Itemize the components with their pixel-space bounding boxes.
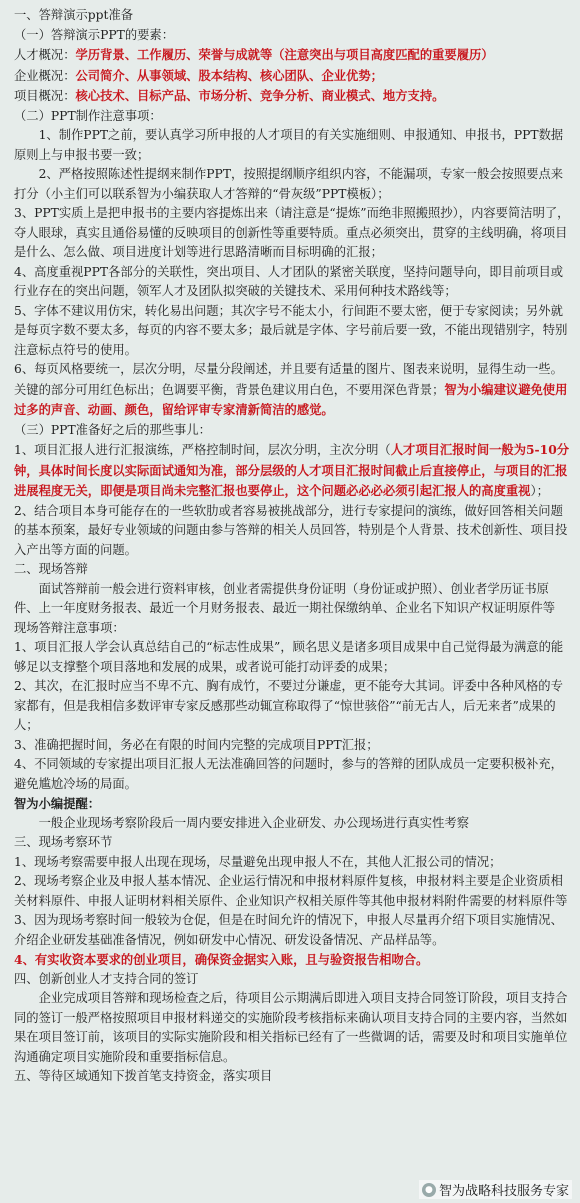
section-2-title: 二、现场答辩 (14, 562, 88, 576)
section-3-title: 三、现场考察环节 (14, 835, 113, 849)
section-2-intro: 面试答辩前一般会进行资料审核，创业者需提供身份证明（身份证或护照）、创业者学历证书原件、上一年度财务报表、最近一个月财务报表、最近一期社保缴纳单、企业名下知识产权证明原件等 (14, 581, 556, 615)
section-1-3-title: （三）PPT准备好之后的那些事儿： (14, 422, 211, 437)
wechat-icon: ● (422, 1183, 436, 1197)
talent-overview: 人才概况：学历背景、工作履历、荣誉与成就等（注意突出与项目高度匹配的重要履历） (14, 47, 494, 62)
ppt-note-4: 4、高度重视PPT各部分的关联性，突出项目、人才团队的紧密关联度，坚持问题导向，即目前项目或行业存在的突出问题，领军人才及团队拟突破的关键技术、采用何种技术路线等； (14, 264, 564, 298)
watermark (419, 1180, 572, 1199)
inspection-note-3: 3、因为现场考察时间一般较为仓促，但是在时间允许的情况下，申报人尽量再介绍下项目实施情况、介绍企业研发基础准备情况，例如研发中心情况、研发设备情况、产品样品等。 (14, 913, 563, 947)
section-5-title: 五、等待区域通知下拨首笔支持资金，落实项目 (14, 1069, 273, 1083)
ppt-note-1: 1、制作PPT之前，要认真学习所申报的人才项目的有关实施细则、申报通知、申报书，PPT数据原则上与申报书要一致； (14, 128, 564, 162)
ppt-note-3: 3、PPT实质上是把申报书的主要内容提炼出来（请注意是“提炼”而绝非照搬照抄），内容要简洁明了，夺人眼球，真实且通俗易懂的反映项目的创新性等重要特质。重点必须突出，贯穿的主线明确，将项目是什么、怎么做、项目进度计划等进行思路清晰而目标明确的汇报； (14, 206, 570, 259)
after-ppt-2: 2、结合项目本身可能存在的一些软肋或者容易被挑战部分，进行专家提问的演练，做好回答相关问题的基本预案，最好专业领域的问题由参与答辩的相关人员回答，特别是个人背景、技术创新性、项目投入产出等方面的问题。 (14, 503, 568, 557)
watermark-text: 智为战略科技服务专家 (438, 1184, 569, 1199)
after-ppt-1-highlight: 人才项目汇报时间一般为5-10分钟，具体时间长度以实际面试通知为准，部分层级的人才项目汇报时间截止后直接停止，与项目的汇报进展程度无关，即便是项目尚未完整汇报也要停止，这个问题必必必必须引起汇报人的高度重视 (14, 442, 570, 498)
section-1-1-title: （一）答辩演示PPT的要素： (14, 27, 175, 42)
section-4-body: 企业完成项目答辩和现场检查之后，待项目公示期满后即进入项目支持合同签订阶段，项目支持合同的签订一般严格按照项目申报材料递交的实施阶段考核指标来确认项目支持合同的主要内容，当然如果在项目签订前，该项目的实际实施阶段和相关指标已经有了一些微调的话，需要及时和项目实施单位沟通确定项目实施阶段和重要指标信息。 (14, 991, 568, 1064)
ppt-note-6: 6、每页风格要统一，层次分明，尽量分段阐述，并且要有适量的图片、图表来说明，显得生动一些。关键的部分可用红色标出；色调要平衡，背景色建议用白色，不要用深色背景；智为小编建议避免使用过多的声音、动画、颜色，留给评审专家清新简洁的感觉。 (14, 362, 568, 417)
section-2-notes-title: 现场答辩注意事项： (14, 620, 125, 635)
defense-note-1: 1、项目汇报人学会认真总结自己的“标志性成果”，顾名思义是诸多项目成果中自己觉得最为满意的能够足以支撑整个项目落地和发展的成果，或者说可能打动评委的成果； (14, 640, 564, 674)
company-overview: 企业概况：公司简介、从事领域、股本结构、核心团队、企业优势； (14, 67, 383, 83)
after-ppt-1: 1、项目汇报人进行汇报演练，严格控制时间，层次分明，主次分明（人才项目汇报时间一般为5-10分钟，具体时间长度以实际面试通知为准，部分层级的人才项目汇报时间截止后直接停止，与项目的汇报进展程度无关，即便是项目尚未完整汇报也要停止，这个问题必必必必须引起汇报人的高度重视）； (14, 442, 570, 498)
section-1-2-title: （二）PPT制作注意事项： (14, 108, 162, 123)
ppt-note-6-highlight: 智为小编建议避免使用过多的声音、动画、颜色，留给评审专家清新简洁的感觉。 (14, 381, 568, 417)
tip-title: 智为小编提醒： (14, 796, 101, 811)
inspection-note-2: 2、现场考察企业及申报人基本情况、企业运行情况和申报材料原件复核，申报材料主要是企业资质相关材料原件、申报人证明材料相关原件、企业知识产权相关原件等其他申报材料附件需要的材料原件等 (14, 874, 568, 908)
ppt-note-2: 2、严格按照陈述性提纲来制作PPT，按照提纲顺序组织内容，不能漏项，专家一般会按照要点来打分（小主们可以联系智为小编获取人才答辩的“骨灰级”PPT模板）； (14, 167, 564, 201)
section-4-title: 四、创新创业人才支持合同的签订 (14, 971, 199, 986)
section-1-title: 一、答辩演示ppt准备 (14, 8, 134, 22)
defense-note-4: 4、不同领域的专家提出项目汇报人无法准确回答的问题时，参与的答辩的团队成员一定要积极补充，避免尴尬冷场的局面。 (14, 757, 563, 791)
project-overview: 项目概况：核心技术、目标产品、市场分析、竞争分析、商业模式、地方支持。 (14, 88, 445, 103)
defense-note-2: 2、其次，在汇报时应当不卑不亢、胸有成竹，不要过分谦虚，更不能夸大其词。评委中各种风格的专家都有，但是我相信多数评审专家反感那些动辄宣称取得了“惊世骇俗”“前无古人，后无来者”成果的人； (14, 679, 563, 732)
defense-note-3: 3、准确把握时间，务必在有限的时间内完整的完成项目PPT汇报； (14, 737, 379, 752)
ppt-note-5: 5、字体不建议用仿宋，转化易出问题；其次字号不能太小，行间距不要太密，便于专家阅读；另外就是每页字数不要太多，每页的内容不要太多；最后就是字体、字号前后要一致，不能出现错别字，特别注意标点符号的使用。 (14, 303, 568, 357)
inspection-note-1: 1、现场考察需要申报人出现在现场，尽量避免出现申报人不在，其他人汇报公司的情况； (14, 854, 502, 869)
tip-text: 一般企业现场考察阶段后一周内要安排进入企业研发、办公现场进行真实性考察 (38, 815, 469, 830)
inspection-note-4: 4、有实收资本要求的创业项目，确保资金据实入账，且与验资报告相吻合。 (14, 952, 429, 967)
